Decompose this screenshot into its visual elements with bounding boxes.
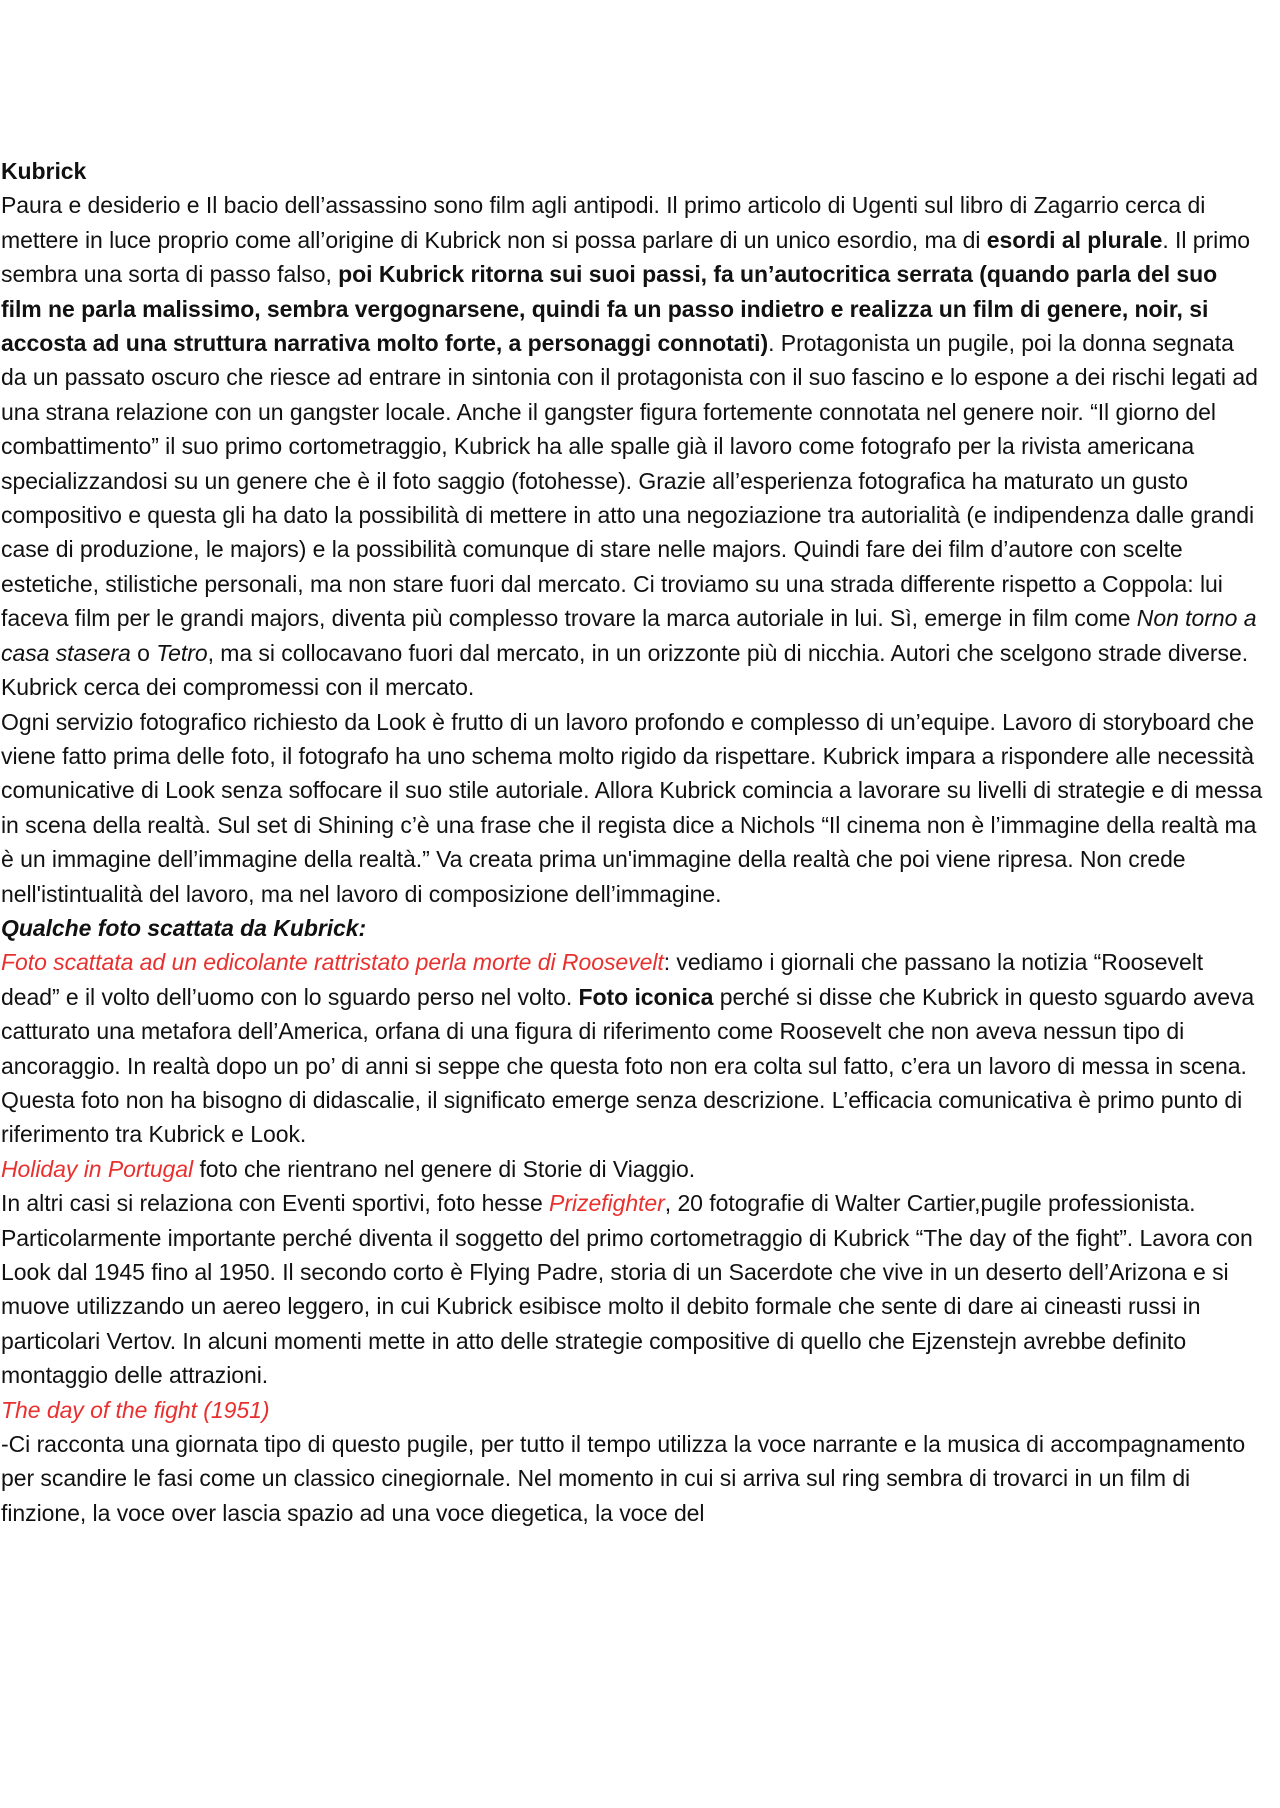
subheading-photos: Qualche foto scattata da Kubrick: bbox=[1, 914, 367, 941]
bold-span: Foto iconica bbox=[578, 983, 714, 1010]
text-span: Paura e desiderio e Il bacio dell’assassino sono film agli antipodi. Il primo articolo di Ugenti sul libro di Zagarrio cerca di mettere in luce proprio come all’origine di Kubrick non si possa parlare di un unico esordio, ma di bbox=[1, 192, 1206, 253]
italic-film-title: Non torno a casa stasera bbox=[1, 605, 1257, 666]
bold-span: poi Kubrick ritorna sui suoi passi, fa un’autocritica serrata (quando parla del suo film ne parla malissimo, sembra vergognarsene, quindi fa un passo indietro e realizza un film di genere, noir, si accosta ad una struttura narrativa molto forte, a personaggi connotati) bbox=[1, 261, 1218, 357]
bold-span: esordi al plurale bbox=[986, 226, 1163, 253]
text-span: . Protagonista un pugile, poi la donna segnata da un passato oscuro che riesce ad entrare in sintonia con il protagonista con il suo fascino e lo espone a dei rischi legati ad una strana relazione con un gangster locale. Anche il gangster figura fortemente connotata nel genere noir. “Il giorno del combattimento” il suo primo cortometraggio, Kubrick ha alle spalle già il lavoro come fotografo per la rivista americana specializzandosi su un genere che è il foto saggio (fotohesse). Grazie all’esperienza fotografica ha maturato un gusto compositivo e questa gli ha dato la possibilità di mettere in atto una negoziazione tra autorialità (e indipendenza dalle grandi case di produzione, le majors) e la possibilità comunque di stare nelle majors. Quindi fare dei film d’autore con scelte estetiche, stilistiche personali, ma non stare fuori dal mercato. Ci troviamo su una strada differente rispetto a Coppola: lui faceva film per le grandi majors, diventa più complesso trovare la marca autoriale in lui. Sì, emerge in film come bbox=[1, 330, 1258, 632]
text-span: , ma si collocavano fuori dal mercato, in un orizzonte più di nicchia. Autori che scelgono strade diverse. Kubrick cerca dei compromessi con il mercato. bbox=[1, 639, 1249, 701]
red-italic-heading: The day of the fight (1951) bbox=[1, 1396, 270, 1423]
red-italic-title: Foto scattata ad un edicolante rattristato perla morte di Roosevelt bbox=[1, 949, 664, 976]
paragraph-roosevelt bbox=[1, 945, 1263, 1151]
text-span: perché si disse che Kubrick in questo sguardo aveva catturato una metafora dell’America, orfana di una figura di riferimento come Roosevelt che non aveva nessun tipo di ancoraggio. In realtà dopo un po’ di anni si seppe che questa foto non era colta sul fatto, c’era un lavoro di messa in scena. Questa foto non ha bisogno di didascalie, il significato emerge senza descrizione. L’efficacia comunicativa è primo punto di riferimento tra Kubrick e Look. bbox=[1, 983, 1255, 1148]
text-span: , 20 fotografie di Walter Cartier,pugile professionista. Particolarmente importante perché diventa il soggetto del primo cortometraggio di Kubrick “The day of the fight”. Lavora con Look dal 1945 fino al 1950. Il secondo corto è Flying Padre, storia di un Sacerdote che vive in un deserto dell’Arizona e si muove utilizzando un aereo leggero, in cui Kubrick esibisce molto il debito formale che sente di dare ai cineasti russi in particolari Vertov. In alcuni momenti mette in atto delle strategie compositive di quello che Ejzenstejn avrebbe definito montaggio delle attrazioni. bbox=[1, 1190, 1253, 1389]
red-italic-title: Prizefighter bbox=[549, 1190, 665, 1217]
document-body bbox=[1, 154, 1263, 1530]
paragraph-look: Ogni servizio fotografico richiesto da Look è frutto di un lavoro profondo e complesso di un’equipe. Lavoro di storyboard che viene fatto prima delle foto, il fotografo ha uno schema molto rigido da rispettare. Kubrick impara a rispondere alle necessità comunicative di Look senza soffocare il suo stile autoriale. Allora Kubrick comincia a lavorare su livelli di strategie e di messa in scena della realtà. Sul set di Shining c’è una frase che il regista dice a Nichols “Il cinema non è l’immagine della realtà ma è un immagine dell’immagine della realtà.” Va creata prima un'immagine della realtà che poi viene ripresa. Non crede nell'istintualità del lavoro, ma nel lavoro di composizione dell’immagine. bbox=[1, 708, 1263, 907]
paragraph-portugal bbox=[1, 1152, 1263, 1186]
text-span: . Il primo sembra una sorta di passo falso, bbox=[1, 226, 1251, 288]
page-title: Kubrick bbox=[1, 158, 87, 184]
text-span: o bbox=[130, 639, 157, 666]
red-italic-title: Holiday in Portugal bbox=[1, 1155, 194, 1182]
paragraph-prizefighter bbox=[1, 1186, 1263, 1392]
text-span: foto che rientrano nel genere di Storie di Viaggio. bbox=[193, 1155, 696, 1182]
paragraph-intro bbox=[1, 188, 1263, 704]
paragraph-day-of-fight: -Ci racconta una giornata tipo di questo pugile, per tutto il tempo utilizza la voce narrante e la musica di accompagnamento per scandire le fasi come un classico cinegiornale. Nel momento in cui si arriva sul ring sembra di trovarci in un film di finzione, la voce over lascia spazio ad una voce diegetica, la voce del bbox=[1, 1431, 1246, 1526]
italic-film-title: Tetro bbox=[156, 639, 208, 666]
text-span: In altri casi si relaziona con Eventi sportivi, foto hesse bbox=[1, 1190, 550, 1217]
text-span: : vediamo i giornali che passano la notizia “Roosevelt dead” e il volto dell’uomo con lo sguardo perso nel volto. bbox=[1, 949, 1204, 1010]
